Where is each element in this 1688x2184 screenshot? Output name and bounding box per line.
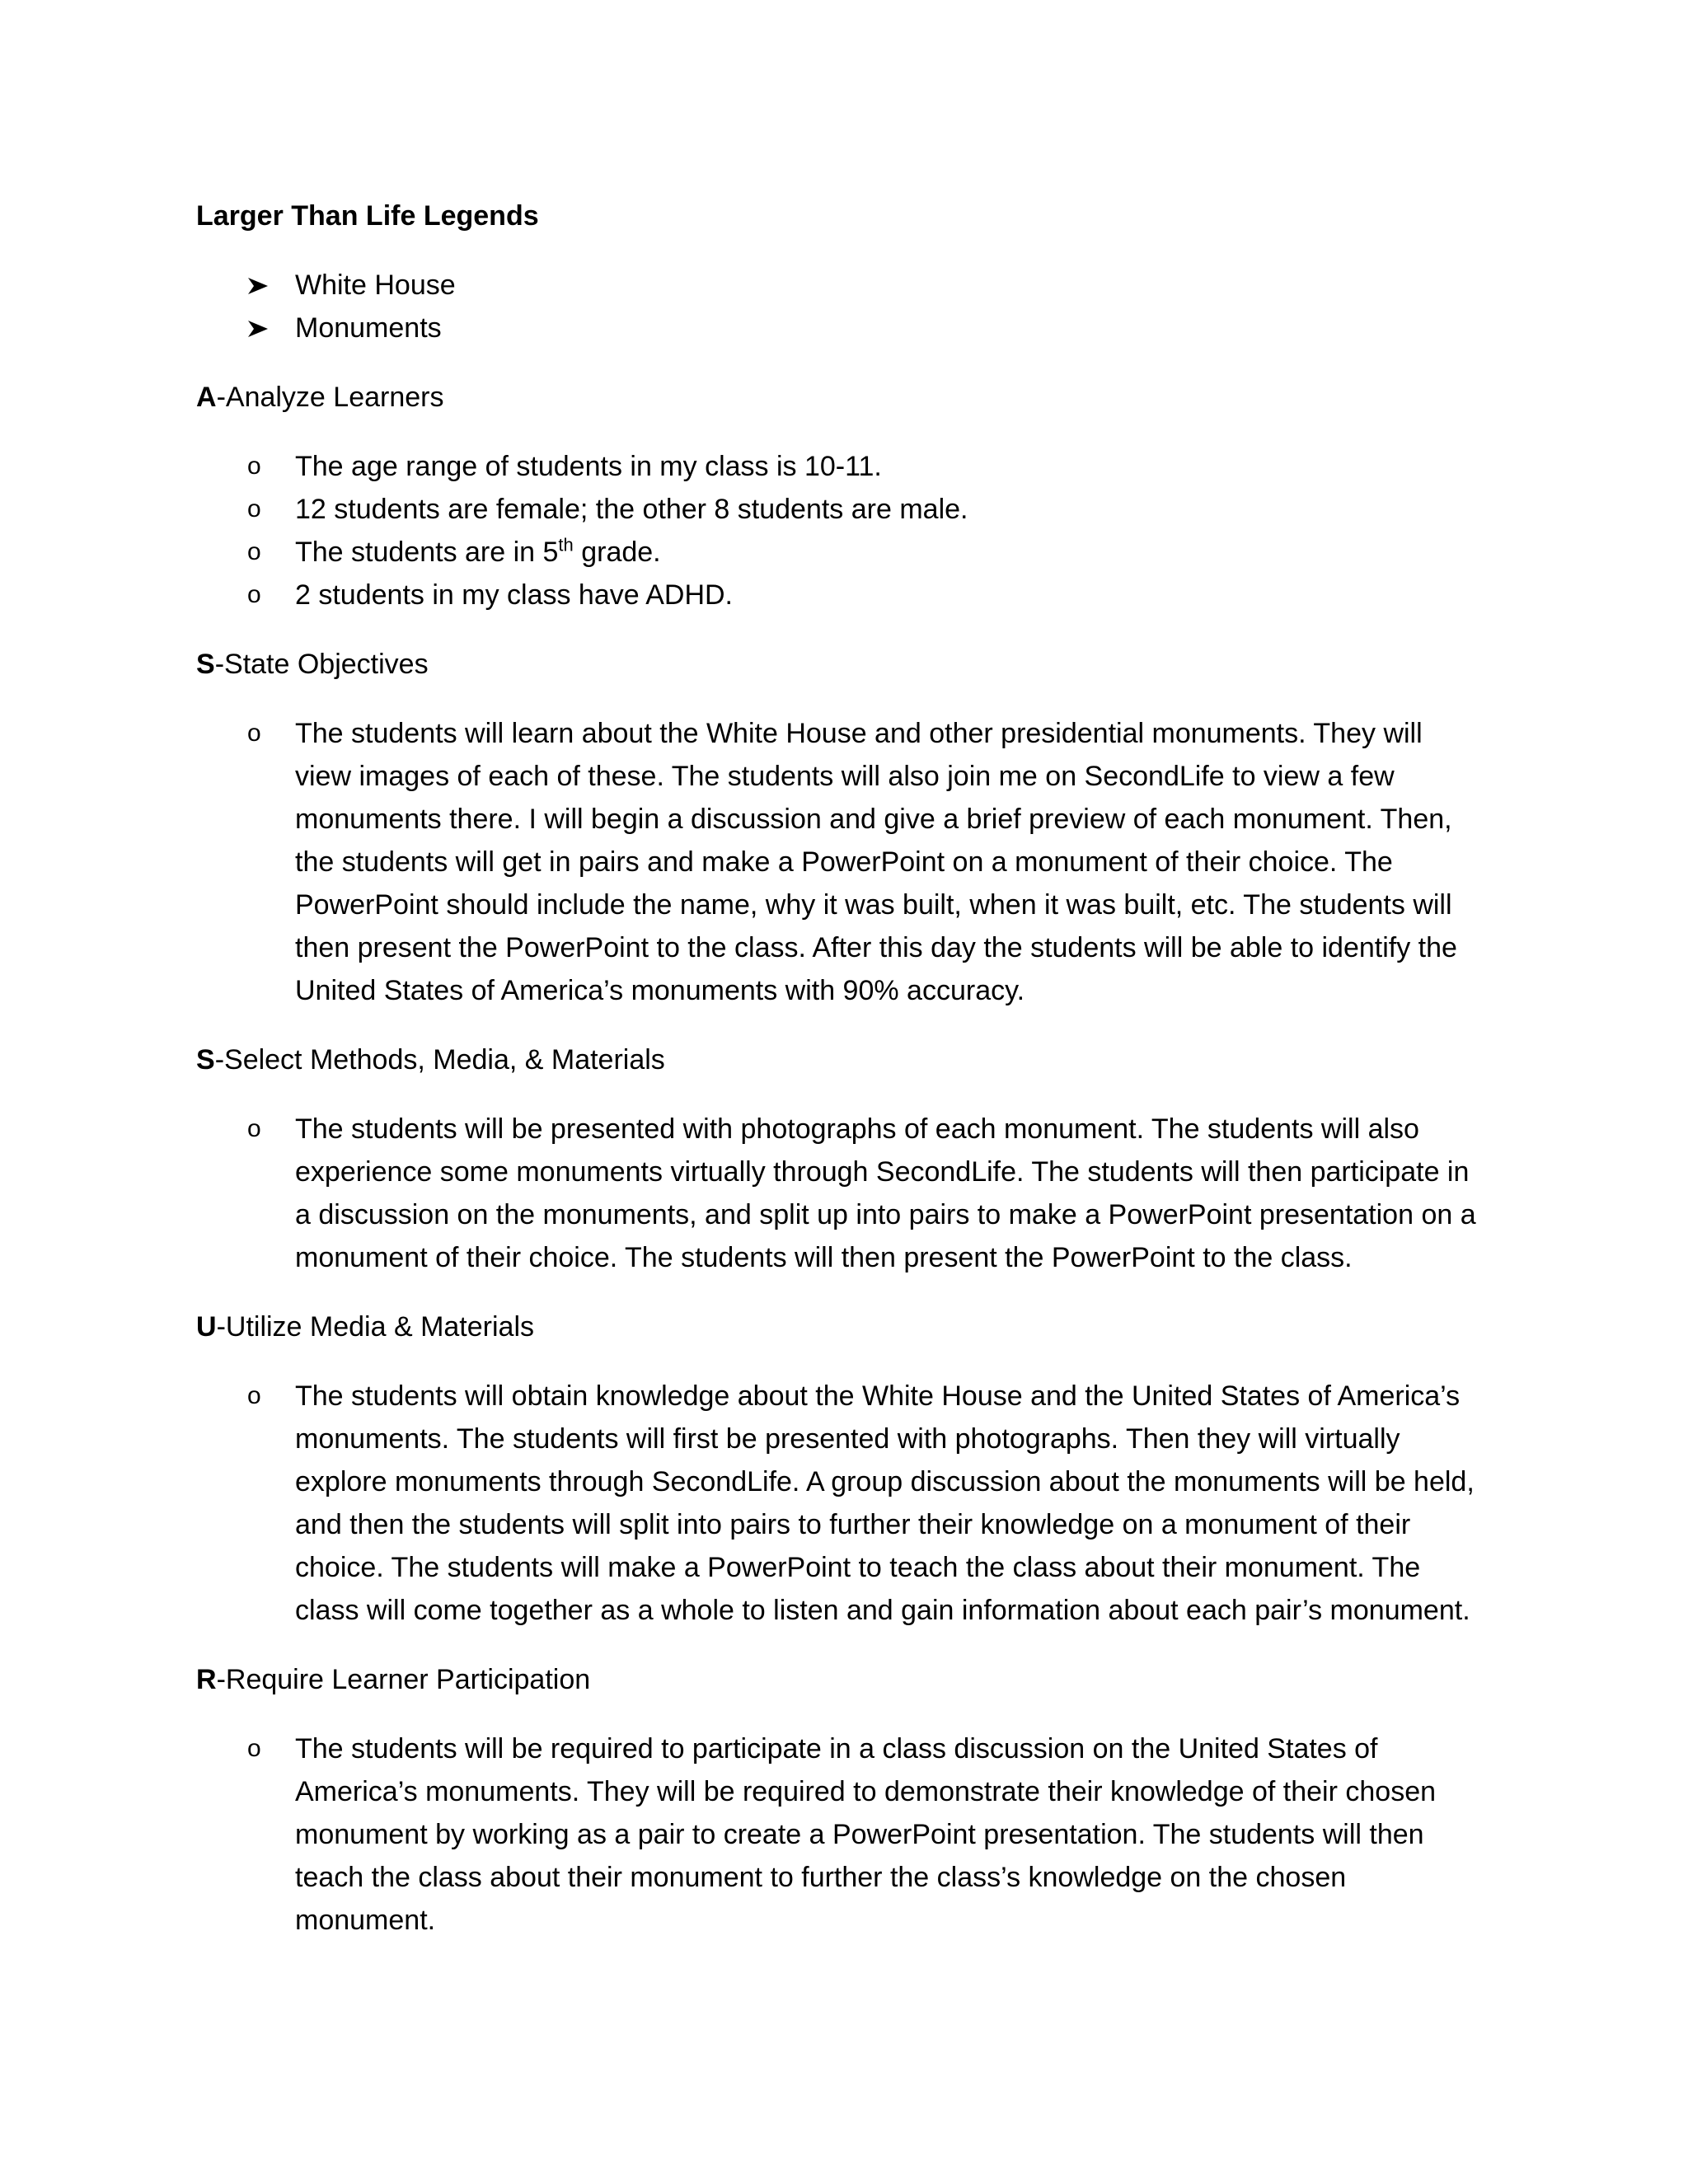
section-heading-analyze <box>196 376 1482 419</box>
utilize-paragraph: The students will obtain knowledge about the White House and the United States of America’s monuments. The students will first be presented with photographs. Then they will virtually explore monuments through SecondLife. A group discussion about the monuments will be held, and then the students will split into pairs to further their knowledge on a monument of their choice. The students will make a PowerPoint to teach the class about their monument. The class will come together as a whole to listen and gain information about each pair’s monument. <box>295 1380 1475 1626</box>
participation-list <box>196 1727 1482 1942</box>
list-item <box>196 1375 1482 1632</box>
document-title: Larger Than Life Legends <box>196 200 539 232</box>
document-body <box>196 194 1482 1968</box>
section-letter: S <box>196 649 215 680</box>
section-letter: R <box>196 1664 217 1695</box>
section-heading-text: -Select Methods, Media, & Materials <box>214 1044 665 1076</box>
list-item <box>196 264 1482 307</box>
topic-list <box>196 264 1482 349</box>
section-heading-participation <box>196 1658 1482 1701</box>
section-letter: U <box>196 1311 217 1343</box>
objectives-paragraph: The students will learn about the White House and other presidential monuments. They will view images of each of these. The students will also join me on SecondLife to view a few monuments there. I will begin a discussion and give a brief preview of each monument. Then, the students will get in pairs and make a PowerPoint on a monument of their choice. The PowerPoint should include the name, why it was built, when it was built, etc. The students will then present the PowerPoint to the class. After this day the students will be able to identify the United States of America’s monuments with 90% accuracy. <box>295 718 1457 1006</box>
circle-bullet-icon: o <box>247 1735 261 1762</box>
section-letter: S <box>196 1044 215 1076</box>
circle-bullet-icon: o <box>247 1382 261 1409</box>
topic-text: Monuments <box>295 312 442 344</box>
section-letter: A <box>196 382 217 413</box>
grade-text-after: grade. <box>573 537 661 568</box>
section-heading-text: -Require Learner Participation <box>216 1664 591 1695</box>
circle-bullet-icon: o <box>247 538 261 565</box>
list-item <box>196 574 1482 616</box>
section-heading-text: -State Objectives <box>214 649 429 680</box>
list-item-text: 12 students are female; the other 8 students are male. <box>295 494 968 525</box>
section-heading-objectives <box>196 643 1482 686</box>
section-heading-utilize <box>196 1305 1482 1348</box>
section-heading-methods <box>196 1038 1482 1081</box>
analyze-list <box>196 445 1482 616</box>
list-item <box>196 307 1482 349</box>
circle-bullet-icon: o <box>247 581 261 608</box>
topic-text: White House <box>295 269 456 301</box>
utilize-list <box>196 1375 1482 1632</box>
list-item <box>196 712 1482 1012</box>
list-item <box>196 531 1482 574</box>
circle-bullet-icon: o <box>247 495 261 523</box>
list-item <box>196 488 1482 531</box>
grade-superscript: th <box>558 534 574 555</box>
participation-paragraph: The students will be required to participate in a class discussion on the United States of America’s monuments. They will be required to demonstrate their knowledge of their chosen monument by working as a pair to create a PowerPoint presentation. The students will then teach the class about their monument to further the class’s knowledge on the chosen monument. <box>295 1733 1437 1936</box>
list-item-text: 2 students in my class have ADHD. <box>295 579 734 611</box>
methods-paragraph: The students will be presented with photographs of each monument. The students will also experience some monuments virtually through SecondLife. The students will then participate in a discussion on the monuments, and split up into pairs to make a PowerPoint presentation on a monument of their choice. The students will then present the PowerPoint to the class. <box>295 1113 1476 1273</box>
section-heading-text: -Analyze Learners <box>216 382 444 413</box>
circle-bullet-icon: o <box>247 719 261 747</box>
list-item-text <box>295 534 661 568</box>
circle-bullet-icon: o <box>247 1115 261 1142</box>
list-item-text: The age range of students in my class is 10-11. <box>295 451 882 482</box>
methods-list <box>196 1108 1482 1279</box>
grade-text-before: The students are in 5 <box>295 537 559 568</box>
list-item <box>196 1108 1482 1279</box>
list-item <box>196 445 1482 488</box>
list-item <box>196 1727 1482 1942</box>
objectives-list <box>196 712 1482 1012</box>
section-heading-text: -Utilize Media & Materials <box>216 1311 535 1343</box>
circle-bullet-icon: o <box>247 452 261 480</box>
